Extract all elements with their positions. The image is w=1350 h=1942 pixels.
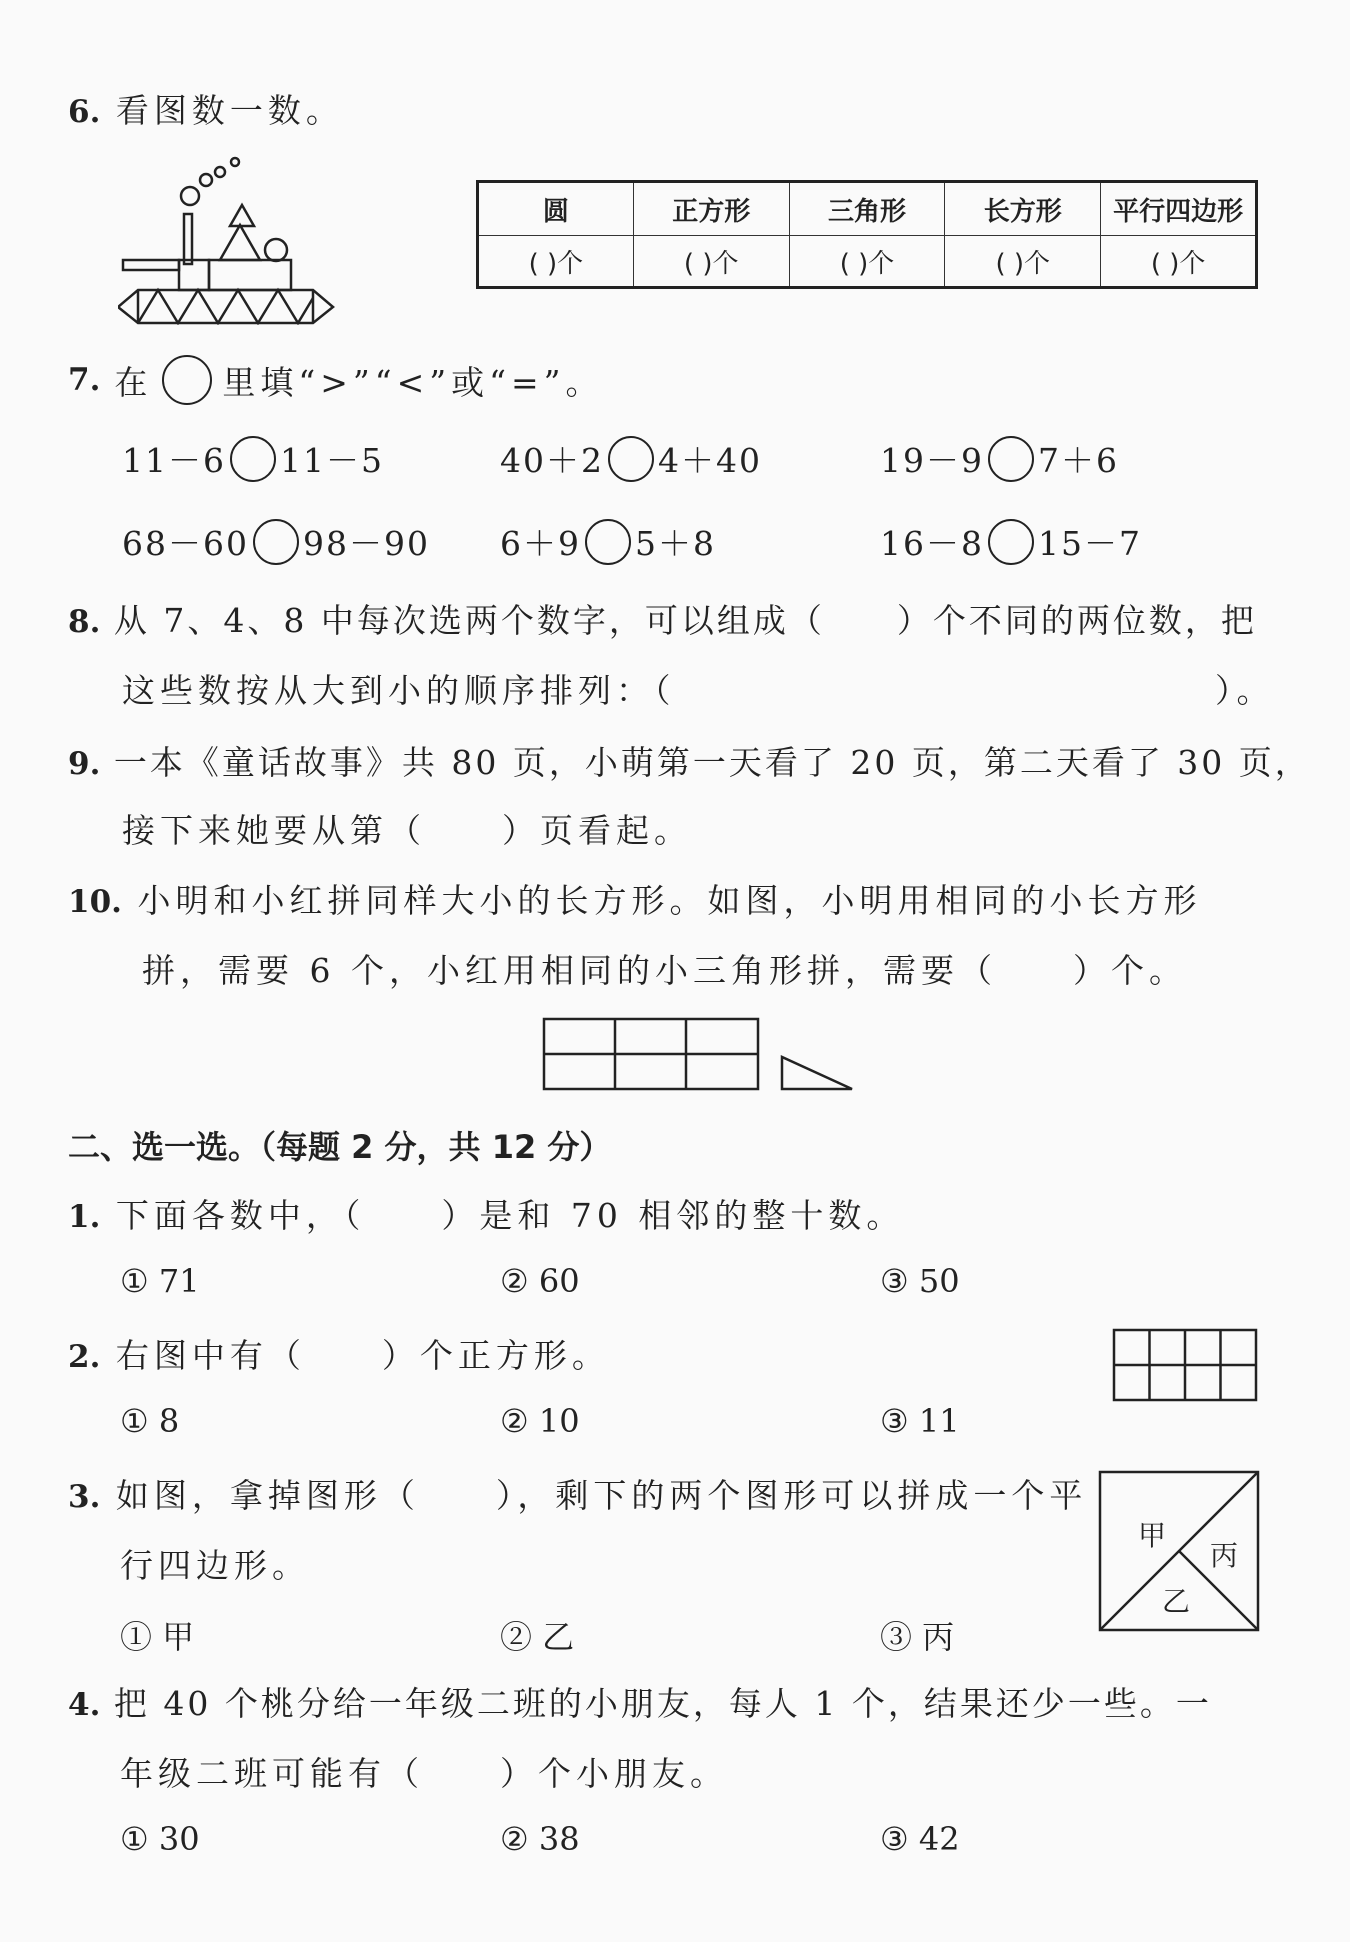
question-text: 小明和小红拼同样大小的长方形。如图，小明用相同的小长方形 <box>137 881 1202 920</box>
option-2[interactable]: ② 38 <box>500 1820 580 1858</box>
label-bing: 丙 <box>1210 1539 1239 1572</box>
option-2[interactable]: ② 60 <box>500 1262 580 1300</box>
table-answer-row <box>478 236 1257 288</box>
question-text: 把 40 个桃分给一年级二班的小朋友，每人 1 个，结果还少一些。一 <box>113 1684 1212 1723</box>
label-yi: 乙 <box>1162 1585 1191 1618</box>
left-expression: 68－60 <box>122 524 249 563</box>
header-cell: 正方形 <box>633 182 789 236</box>
choice-question-3 <box>68 1470 1087 1517</box>
question-number: 1. <box>68 1199 101 1235</box>
header-cell: 三角形 <box>789 182 945 236</box>
square-figure <box>1098 1470 1260 1632</box>
compare-item <box>500 435 762 482</box>
question-number: 4. <box>68 1687 101 1723</box>
left-expression: 6＋9 <box>500 524 581 563</box>
question-9 <box>68 737 1311 784</box>
shapes-figure <box>118 150 338 325</box>
compare-item <box>122 435 384 482</box>
answer-cell[interactable]: ( )个 <box>945 236 1101 288</box>
compare-item <box>122 518 430 565</box>
question-text: 看图数一数。 <box>115 91 344 130</box>
question-9-line2 <box>122 805 692 852</box>
question-number: 9. <box>68 746 101 782</box>
right-expression: 98－90 <box>302 524 430 563</box>
question-number: 2. <box>68 1339 101 1375</box>
option-2[interactable]: ② 10 <box>500 1402 580 1440</box>
option-3[interactable]: ③ 丙 <box>880 1618 955 1656</box>
rectangle-figure <box>540 1015 860 1095</box>
table-header-row <box>478 182 1257 236</box>
header-cell: 平行四边形 <box>1101 182 1257 236</box>
right-expression: 5＋8 <box>635 524 716 563</box>
header-cell: 长方形 <box>945 182 1101 236</box>
answer-circle[interactable] <box>988 519 1034 565</box>
choice-question-3-line2: 行四边形。 <box>120 1546 310 1585</box>
right-expression: 4＋40 <box>658 441 762 480</box>
option-1[interactable]: ① 30 <box>120 1820 200 1858</box>
right-expression: 7＋6 <box>1038 441 1119 480</box>
left-expression: 16－8 <box>880 524 984 563</box>
question-number: 10. <box>68 884 122 920</box>
choice-question-1 <box>68 1190 904 1237</box>
compare-item <box>500 518 716 565</box>
question-number: 8. <box>68 604 101 640</box>
option-3[interactable]: ③ 50 <box>880 1262 960 1300</box>
question-6 <box>68 85 344 132</box>
question-text: 拼，需要 6 个，小红用相同的小三角形拼，需要（ ）个。 <box>142 951 1187 990</box>
answer-circle[interactable] <box>253 519 299 565</box>
question-text: 下面各数中，（ ）是和 70 相邻的整十数。 <box>115 1196 905 1235</box>
right-expression: 11－5 <box>280 441 384 480</box>
answer-cell[interactable]: ( )个 <box>1101 236 1257 288</box>
question-text: 右图中有（ ）个正方形。 <box>115 1336 610 1375</box>
choice-question-4 <box>68 1678 1212 1725</box>
answer-cell[interactable]: ( )个 <box>789 236 945 288</box>
circle-icon <box>162 355 212 405</box>
question-text: 在 <box>114 362 153 402</box>
question-text: 接下来她要从第（ ）页看起。 <box>122 811 692 850</box>
question-10 <box>68 875 1201 922</box>
label-jia: 甲 <box>1138 1519 1167 1552</box>
question-number: 6. <box>68 94 101 130</box>
choice-question-4-line2: 年级二班可能有（ ）个小朋友。 <box>120 1754 728 1793</box>
choice-question-2 <box>68 1330 610 1377</box>
answer-circle[interactable] <box>585 519 631 565</box>
section-title: 二、选一选。（每题 2 分，共 12 分） <box>68 1128 612 1166</box>
question-number: 7. <box>68 362 101 398</box>
question-8 <box>68 595 1257 642</box>
question-text: 里填“>”“<”或“=”。 <box>222 362 604 402</box>
option-1[interactable]: ① 8 <box>120 1402 180 1440</box>
answer-circle[interactable] <box>608 436 654 482</box>
option-3[interactable]: ③ 42 <box>880 1820 960 1858</box>
count-table <box>476 180 1258 289</box>
grid-figure <box>1112 1328 1260 1404</box>
left-expression: 11－6 <box>122 441 226 480</box>
answer-circle[interactable] <box>230 436 276 482</box>
option-2[interactable]: ② 乙 <box>500 1618 575 1656</box>
question-number: 3. <box>68 1479 101 1515</box>
question-text: 一本《童话故事》共 80 页，小萌第一天看了 20 页，第二天看了 30 页， <box>113 743 1311 782</box>
answer-cell[interactable]: ( )个 <box>478 236 634 288</box>
question-text: 从 7、4、8 中每次选两个数字，可以组成（ ）个不同的两位数，把 <box>113 601 1257 640</box>
left-expression: 19－9 <box>880 441 984 480</box>
question-7 <box>68 355 604 405</box>
option-3[interactable]: ③ 11 <box>880 1402 960 1440</box>
question-8-line2 <box>122 665 676 712</box>
answer-circle[interactable] <box>988 436 1034 482</box>
question-text: 如图，拿掉图形（ ），剩下的两个图形可以拼成一个平 <box>115 1476 1088 1515</box>
option-1[interactable]: ① 甲 <box>120 1618 195 1656</box>
option-1[interactable]: ① 71 <box>120 1262 200 1300</box>
answer-cell[interactable]: ( )个 <box>633 236 789 288</box>
right-expression: 15－7 <box>1038 524 1142 563</box>
question-text: 这些数按从大到小的顺序排列：（ <box>122 671 676 710</box>
question-text: ）。 <box>1215 671 1275 710</box>
question-8-end <box>1215 665 1275 712</box>
compare-item <box>880 518 1142 565</box>
left-expression: 40＋2 <box>500 441 604 480</box>
question-10-line2 <box>142 945 1187 992</box>
header-cell: 圆 <box>478 182 634 236</box>
compare-item <box>880 435 1119 482</box>
